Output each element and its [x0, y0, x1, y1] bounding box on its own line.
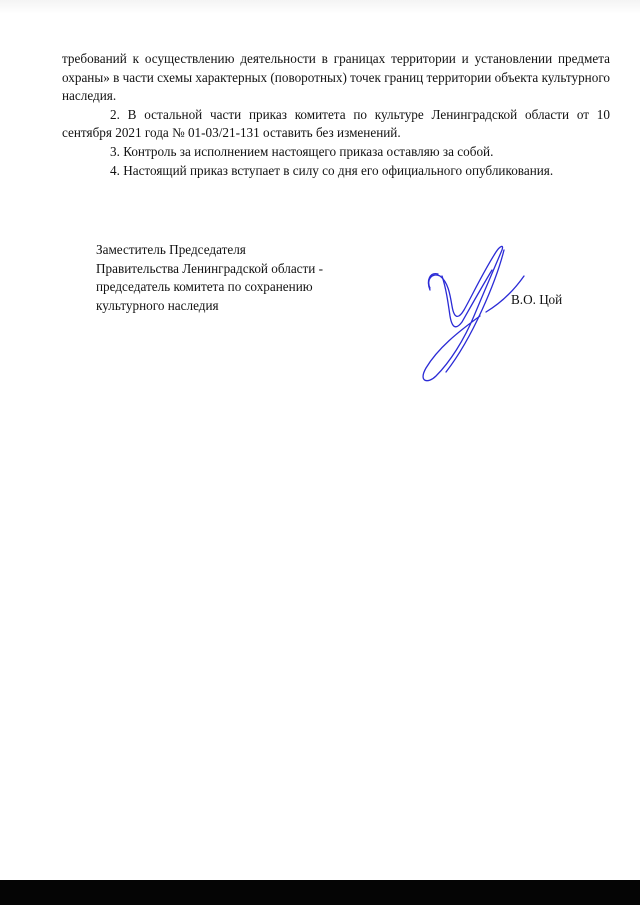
signature-stroke-2: [442, 270, 492, 327]
signer-position-line-2: Правительства Ленинградской области -: [96, 260, 324, 276]
signer-name: В.О. Цой: [511, 292, 563, 307]
signer-position-line-3: председатель комитета по сохранению: [96, 279, 313, 295]
document-body: [62, 50, 610, 180]
signer-position-line-4: культурного наследия: [96, 297, 219, 313]
paragraph-continuation: требований к осуществлению деятельности в границах территории и установлении предмета охраны» в части схемы характерных (поворотных) точек границ территории объекта культурного наследия.: [62, 51, 610, 104]
paragraph-item-4: 4. Настоящий приказ вступает в силу со дня его официального опубликования.: [110, 162, 554, 178]
signer-position-line-1: Заместитель Председателя: [96, 242, 246, 257]
scan-bottom-bar: [0, 880, 640, 905]
handwritten-signature: [400, 236, 540, 386]
scan-top-shade: [0, 0, 640, 14]
paragraph-item-3: 3. Контроль за исполнением настоящего приказа оставляю за собой.: [110, 143, 494, 159]
paragraph-item-2: 2. В остальной части приказ комитета по культуре Ленинградской области от 10 сентября 2021 года № 01-03/21-131 оставить без изменений.: [62, 106, 610, 141]
signature-stroke-1: [423, 246, 502, 380]
signer-position-block: [96, 241, 323, 315]
